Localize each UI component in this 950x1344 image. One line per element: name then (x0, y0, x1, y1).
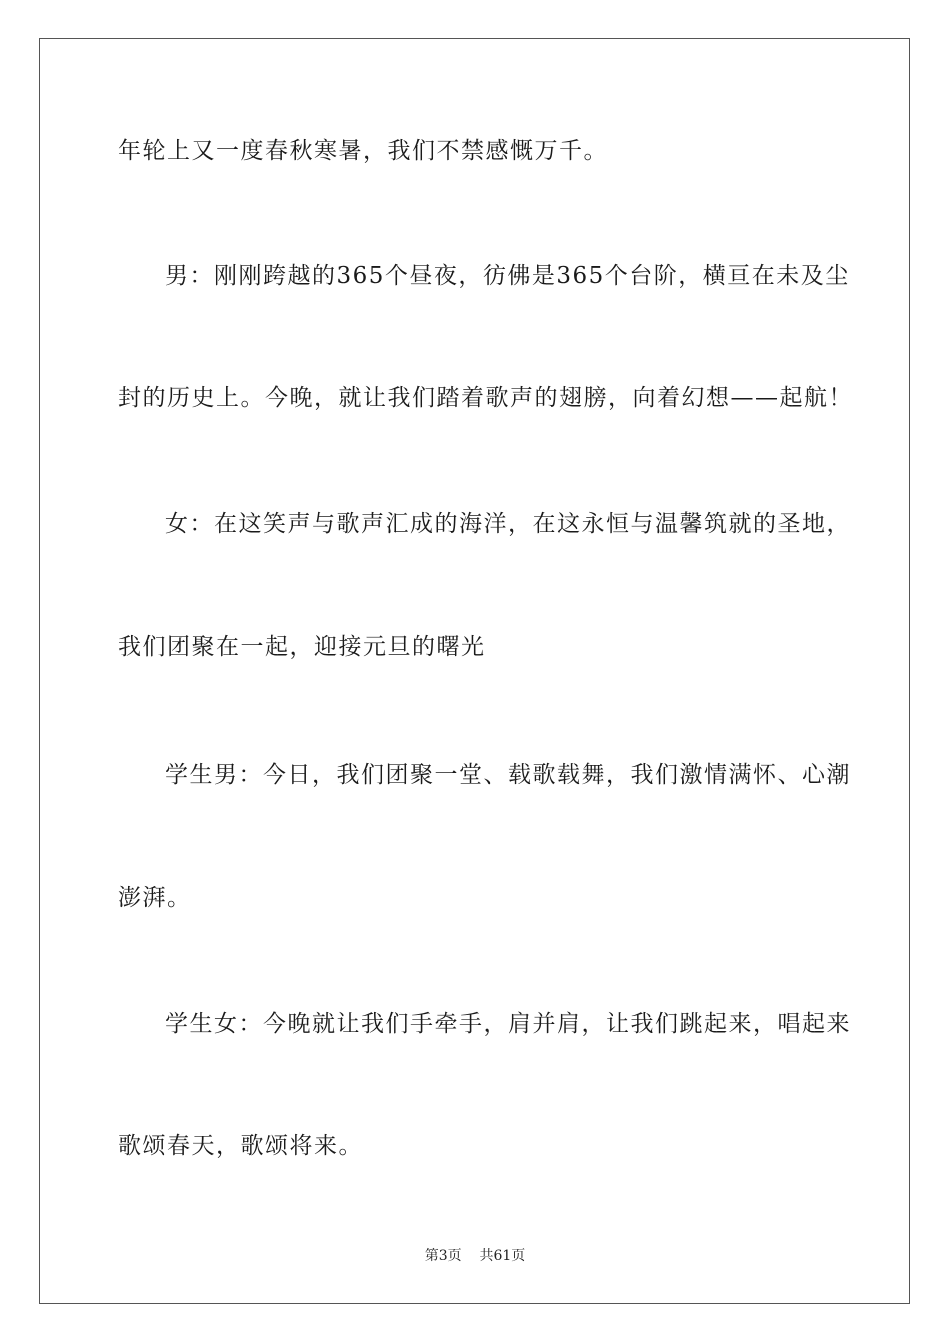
text-line-1: 年轮上又一度春秋寒暑，我们不禁感慨万千。 (118, 138, 608, 164)
page-footer (0, 1246, 950, 1266)
text-line-6: 学生男：今日，我们团聚一堂、载歌载舞，我们激情满怀、心潮 (165, 762, 851, 788)
text-line-4: 女：在这笑声与歌声汇成的海洋，在这永恒与温馨筑就的圣地， (165, 511, 851, 537)
total-pages: 共61页 (479, 1248, 526, 1264)
page-number: 第3页 (424, 1248, 462, 1264)
text-line-2: 男：刚刚跨越的365个昼夜，彷佛是365个台阶，横亘在未及尘 (165, 263, 850, 289)
text-line-7: 澎湃。 (118, 885, 192, 911)
text-line-9: 歌颂春天，歌颂将来。 (118, 1133, 363, 1159)
page-frame (39, 38, 910, 1304)
text-line-5: 我们团聚在一起，迎接元旦的曙光 (118, 634, 486, 660)
text-line-8: 学生女：今晚就让我们手牵手，肩并肩，让我们跳起来，唱起来 (165, 1011, 851, 1037)
text-line-3: 封的历史上。今晚，就让我们踏着歌声的翅膀，向着幻想——起航！ (118, 385, 853, 411)
